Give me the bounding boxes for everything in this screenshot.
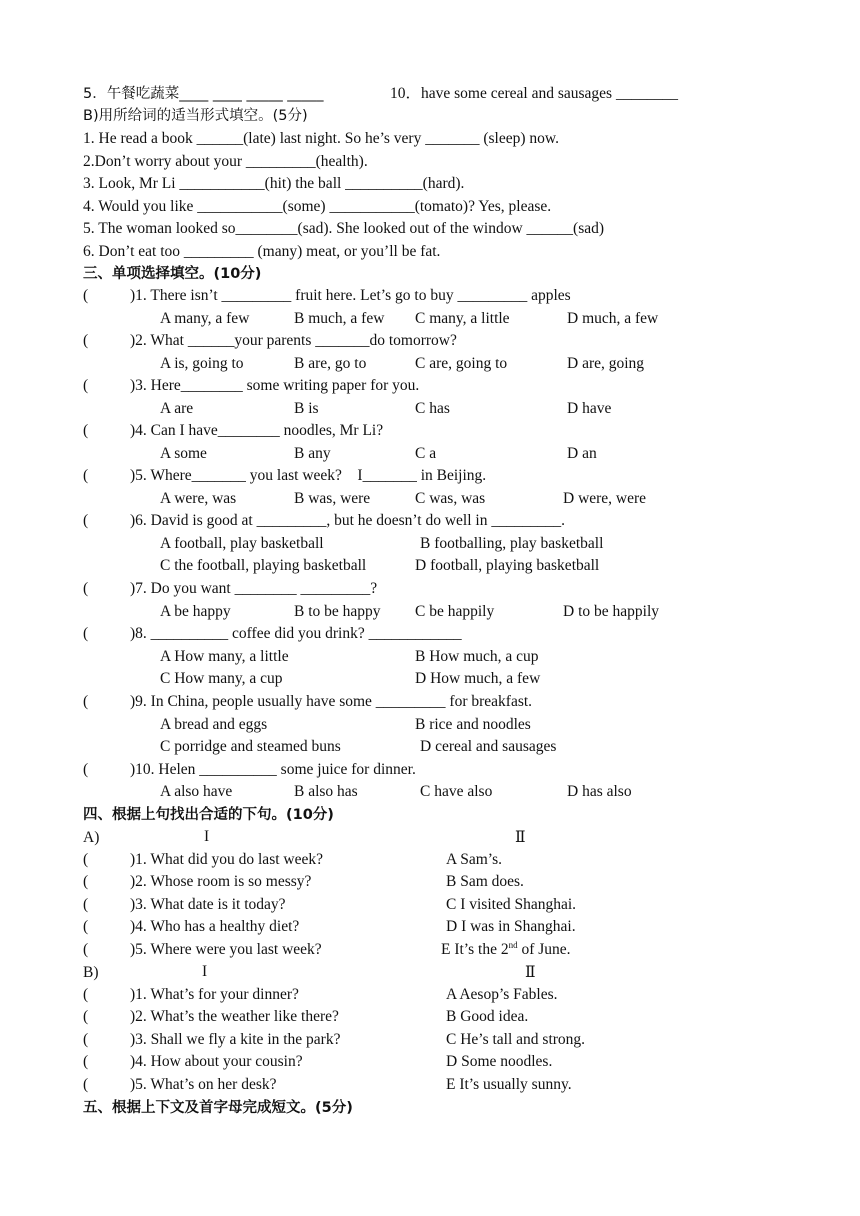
mc-option: A were, was xyxy=(160,490,237,507)
match-answer: E It’s the 2nd of June. xyxy=(441,939,571,958)
section-5-title: 五、根据上下文及首字母完成短文。(5分) xyxy=(83,1100,353,1116)
answer-paren: ( xyxy=(83,941,89,958)
answer-paren: ( xyxy=(83,332,89,349)
mc-option: B rice and noodles xyxy=(415,716,531,733)
column-i-header: I xyxy=(202,963,208,980)
mc-option: A some xyxy=(160,445,207,462)
mc-option: D much, a few xyxy=(567,310,659,327)
mc-option: B much, a few xyxy=(294,310,385,327)
mc-option: A also have xyxy=(160,783,233,800)
fill-item-5: 5. The woman looked so________(sad). She looked out of the window ______(sad) xyxy=(83,220,605,237)
mc-option: D are, going xyxy=(567,355,645,372)
answer-paren: ( xyxy=(83,1008,89,1025)
mc-option: C How many, a cup xyxy=(160,670,283,687)
mc-option: D How much, a few xyxy=(415,670,541,687)
item-10-english: 10．have some cereal and sausages ________ xyxy=(390,85,678,102)
group-b-label: B) xyxy=(83,964,99,981)
mc-question-4: )4. Can I have________ noodles, Mr Li? xyxy=(130,422,384,439)
mc-option: A many, a few xyxy=(160,310,250,327)
mc-option: C a xyxy=(415,445,437,462)
answer-paren: ( xyxy=(83,918,89,935)
mc-option: C the football, playing basketball xyxy=(160,557,367,574)
mc-option: A are xyxy=(160,400,194,417)
answer-paren: ( xyxy=(83,580,89,597)
mc-option: D have xyxy=(567,400,612,417)
match-answer: C I visited Shanghai. xyxy=(446,896,577,913)
mc-option: D were, were xyxy=(563,490,647,507)
answer-paren: ( xyxy=(83,896,89,913)
answer-paren: ( xyxy=(83,986,89,1003)
column-ii-header: Ⅱ xyxy=(525,964,536,981)
match-question: )4. How about your cousin? xyxy=(130,1053,303,1070)
mc-option: C are, going to xyxy=(415,355,508,372)
mc-option: C have also xyxy=(420,783,493,800)
mc-question-5: )5. Where_______ you last week? I_______ in Beijing. xyxy=(130,467,487,484)
answer-paren: ( xyxy=(83,1053,89,1070)
match-question: )3. Shall we fly a kite in the park? xyxy=(130,1031,341,1048)
match-answer: A Sam’s. xyxy=(446,851,502,868)
match-answer: A Aesop’s Fables. xyxy=(446,986,558,1003)
match-answer: B Sam does. xyxy=(446,873,524,890)
answer-paren: ( xyxy=(83,1031,89,1048)
mc-option: A is, going to xyxy=(160,355,244,372)
match-question: )1. What did you do last week? xyxy=(130,851,323,868)
match-question: )2. Whose room is so messy? xyxy=(130,873,312,890)
mc-option: B are, go to xyxy=(294,355,367,372)
match-question: )3. What date is it today? xyxy=(130,896,286,913)
answer-paren: ( xyxy=(83,467,89,484)
match-question: )4. Who has a healthy diet? xyxy=(130,918,300,935)
match-answer: C He’s tall and strong. xyxy=(446,1031,586,1048)
section-4-title: 四、根据上句找出合适的下句。(10分) xyxy=(83,807,334,823)
fill-item-1: 1. He read a book ______(late) last night. So he’s very _______ (sleep) now. xyxy=(83,130,559,147)
fill-item-6: 6. Don’t eat too _________ (many) meat, or you’ll be fat. xyxy=(83,243,441,260)
fill-item-4: 4. Would you like ___________(some) ___________(tomato)? Yes, please. xyxy=(83,198,552,215)
answer-paren: ( xyxy=(83,625,89,642)
mc-option: B to be happy xyxy=(294,603,381,620)
column-i-header: I xyxy=(204,828,210,845)
match-answer: B Good idea. xyxy=(446,1008,529,1025)
mc-option: A How many, a little xyxy=(160,648,289,665)
mc-question-10: )10. Helen __________ some juice for dinner. xyxy=(130,761,416,778)
mc-option: C many, a little xyxy=(415,310,510,327)
answer-paren: ( xyxy=(83,1076,89,1093)
match-answer: D I was in Shanghai. xyxy=(446,918,576,935)
match-question: )5. Where were you last week? xyxy=(130,941,322,958)
mc-option: B was, were xyxy=(294,490,371,507)
mc-option: B any xyxy=(294,445,331,462)
answer-paren: ( xyxy=(83,287,89,304)
answer-paren: ( xyxy=(83,512,89,529)
answer-paren: ( xyxy=(83,377,89,394)
mc-option: A be happy xyxy=(160,603,231,620)
mc-question-2: )2. What ______your parents _______do tomorrow? xyxy=(130,332,457,349)
mc-option: D cereal and sausages xyxy=(420,738,557,755)
mc-question-8: )8. __________ coffee did you drink? ____________ xyxy=(130,625,462,642)
mc-option: D football, playing basketball xyxy=(415,557,600,574)
mc-option: B also has xyxy=(294,783,358,800)
fill-item-3: 3. Look, Mr Li ___________(hit) the ball __________(hard). xyxy=(83,175,465,192)
mc-question-7: )7. Do you want ________ _________? xyxy=(130,580,378,597)
mc-question-3: )3. Here________ some writing paper for you. xyxy=(130,377,420,394)
mc-option: A football, play basketball xyxy=(160,535,324,552)
match-question: )2. What’s the weather like there? xyxy=(130,1008,339,1025)
fill-item-2: 2.Don’t worry about your _________(health). xyxy=(83,153,368,170)
group-a-label: A) xyxy=(83,829,100,846)
mc-option: C was, was xyxy=(415,490,486,507)
mc-option: C has xyxy=(415,400,450,417)
match-answer: E It’s usually sunny. xyxy=(446,1076,572,1093)
mc-option: D an xyxy=(567,445,597,462)
match-answer: D Some noodles. xyxy=(446,1053,553,1070)
section-b-title: B)用所给词的适当形式填空。(5分) xyxy=(83,108,308,124)
mc-option: B How much, a cup xyxy=(415,648,539,665)
section-3-title: 三、单项选择填空。(10分) xyxy=(83,266,262,282)
mc-option: B footballing, play basketball xyxy=(420,535,604,552)
item-5-chinese: 5．午餐吃蔬菜____ ____ _____ _____ xyxy=(83,86,324,102)
mc-option: D to be happily xyxy=(563,603,659,620)
match-question: )5. What’s on her desk? xyxy=(130,1076,277,1093)
mc-option: D has also xyxy=(567,783,632,800)
column-ii-header: Ⅱ xyxy=(515,829,526,846)
mc-option: C be happily xyxy=(415,603,495,620)
mc-option: C porridge and steamed buns xyxy=(160,738,341,755)
answer-paren: ( xyxy=(83,693,89,710)
answer-paren: ( xyxy=(83,422,89,439)
answer-paren: ( xyxy=(83,873,89,890)
mc-option: B is xyxy=(294,400,319,417)
mc-question-6: )6. David is good at _________, but he doesn’t do well in _________. xyxy=(130,512,565,529)
match-question: )1. What’s for your dinner? xyxy=(130,986,299,1003)
mc-question-9: )9. In China, people usually have some _________ for breakfast. xyxy=(130,693,533,710)
mc-option: A bread and eggs xyxy=(160,716,268,733)
answer-paren: ( xyxy=(83,761,89,778)
mc-question-1: )1. There isn’t _________ fruit here. Let’s go to buy _________ apples xyxy=(130,287,571,304)
answer-paren: ( xyxy=(83,851,89,868)
